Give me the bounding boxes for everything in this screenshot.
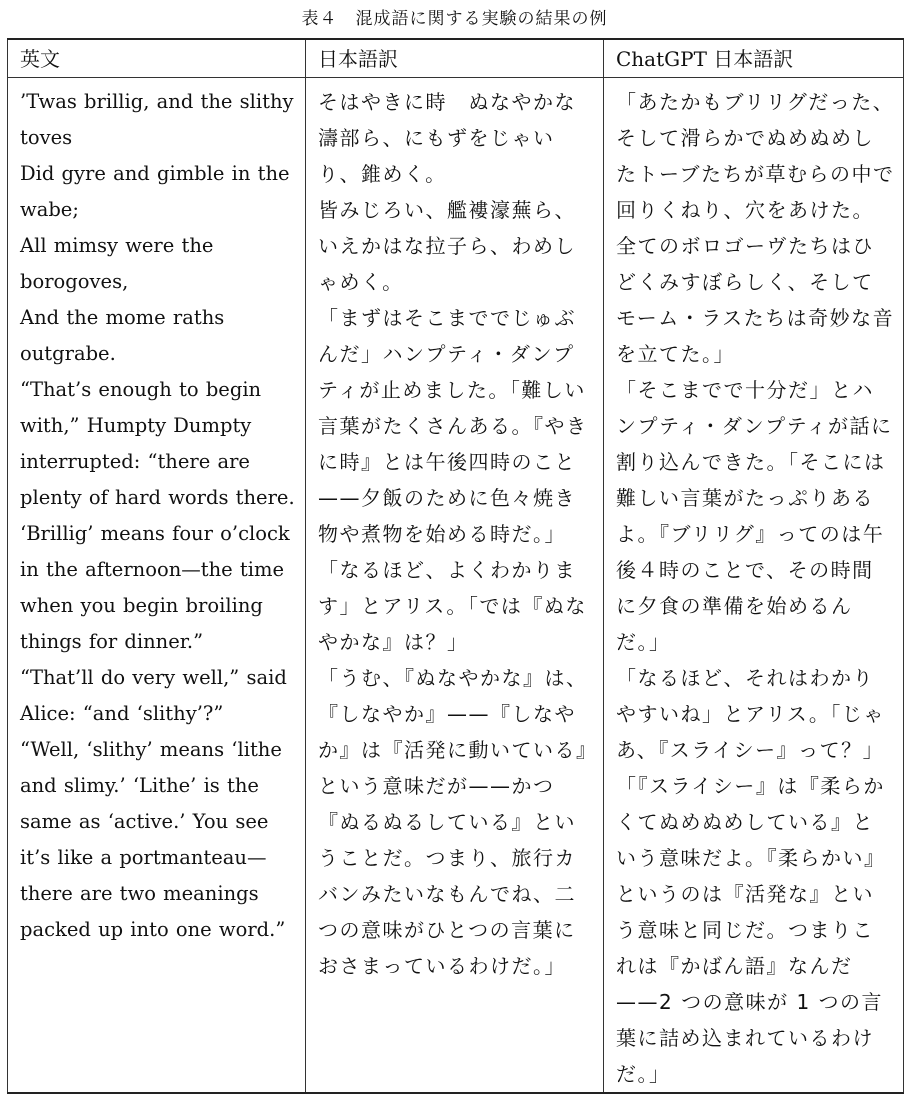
chatgpt-text-cell [604,78,904,1094]
english-text-cell [8,78,306,1094]
english-line-1: ’Twas brillig, and the slithy toves [20,90,294,149]
japanese-paragraph-1: 「まずはそこまででじゅぶんだ」ハンプティ・ダンプティが止めました。「難しい言葉がたくさんある。『やきに時』とは午後四時のこと——夕飯のために色々焼き物や煮物を始める時だ。」 [318,306,588,546]
comparison-table [7,38,904,1094]
table-caption: 表４ 混成語に関する実験の結果の例 [301,9,608,29]
english-paragraph-1: “That’s enough to begin with,” Humpty Dumpty interrupted: “there are plenty of hard words there. ‘Brillig’ means four o’clock in the afternoon—the time when you begin broiling things for dinner.” [20,378,295,653]
english-line-2: Did gyre and gimble in the wabe; [20,162,290,221]
column-header-english: 英文 [8,39,306,78]
chatgpt-verse-1: 「あたかもブリリグだった、そして滑らかでぬめぬめしたトーブたちが草むらの中で回りくねり、穴をあけた。 [616,90,895,222]
column-header-japanese: 日本語訳 [306,39,604,78]
english-line-4: And the mome raths outgrabe. [20,306,225,365]
japanese-verse-2: 皆みじろい、艦褸濠蕪ら、いえかはな拉子ら、わめしゃめく。 [318,198,576,294]
table-row [8,78,904,1094]
table-header-row [8,39,904,78]
chatgpt-paragraph-3: 「『スライシー』は『柔らかくてぬめぬめしている』という意味だよ。『柔らかい』というのは『活発な』という意味と同じだ。つまりこれは『かばん語』なんだ——2 つの意味が 1 つの言葉に詰め込まれているわけだ。」 [616,774,886,1086]
english-line-3: All mimsy were the borogoves, [20,234,214,293]
column-header-chatgpt: ChatGPT 日本語訳 [604,39,904,78]
english-paragraph-3: “Well, ‘slithy’ means ‘lithe and slimy.’ ‘Lithe’ is the same as ‘active.’ You see it’s like a portmanteau—there are two meanings packed up into one word.” [20,738,286,941]
chatgpt-paragraph-1: 「そこまでで十分だ」とハンプティ・ダンプティが話に割り込んできた。「そこには難しい言葉がたっぷりあるよ。『ブリリグ』ってのは午後４時のことで、その時間に夕食の準備を始めるんだ。」 [616,378,893,654]
japanese-paragraph-2: 「なるほど、よくわかります」とアリス。「では『ぬなやかな』は？」 [318,558,587,654]
english-paragraph-2: “That’ll do very well,” said Alice: “and ‘slithy’?” [20,666,287,725]
japanese-paragraph-3: 「うむ、『ぬなやかな』は、『しなやか』——『しなやか』は『活発に動いている』という意味だが——かつ『ぬるぬるしている』ということだ。つまり、旅行カバンみたいなもんでね、二つの意味がひとつの言葉におさまっているわけだ。」 [318,666,588,978]
japanese-text-cell [306,78,604,1094]
chatgpt-verse-2: 全てのボロゴーヴたちはひどくみすぼらしく、そしてモーム・ラスたちは奇妙な音を立てた。」 [616,234,895,366]
chatgpt-paragraph-2: 「なるほど、それはわかりやすいね」とアリス。「じゃあ、『スライシー』って？」 [616,666,885,762]
japanese-verse-1: そはやきに時 ぬなやかな濤部ら、にもずをじゃいり、錐めく。 [318,90,576,186]
